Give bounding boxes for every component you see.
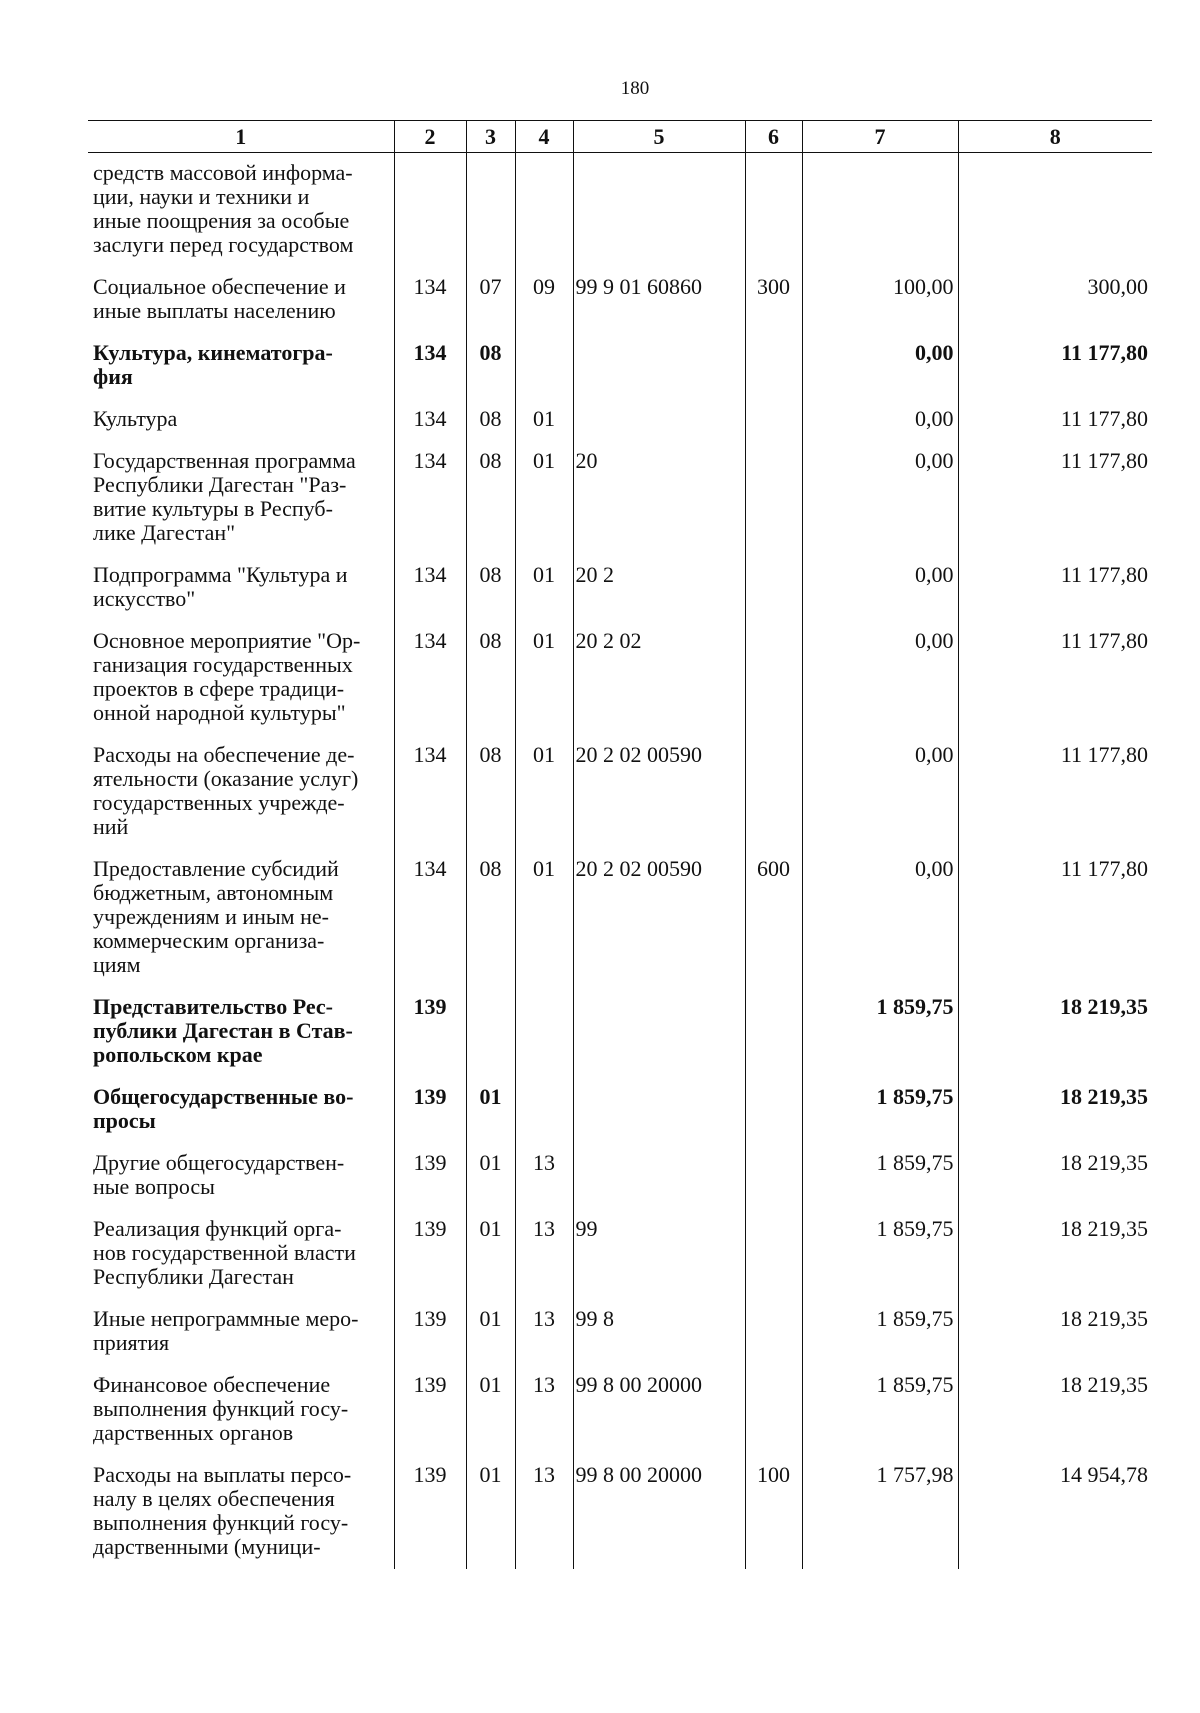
target-article-cell: 20 2 02 00590 — [573, 857, 745, 995]
chapter-cell: 01 — [515, 563, 573, 629]
expense-type-cell — [745, 563, 802, 629]
column-header: 2 — [394, 121, 466, 153]
amount-col7-cell: 0,00 — [802, 341, 958, 407]
row-name-cell: Расходы на выплаты персо- налу в целях обеспечения выполнения функций госу- дарственными (муници- — [93, 1462, 352, 1559]
section-code-cell: 139 — [394, 1307, 466, 1373]
amount-col7-cell — [802, 153, 958, 276]
chapter-cell — [515, 153, 573, 276]
table-row — [88, 449, 1152, 563]
section-code-cell: 139 — [394, 995, 466, 1085]
table-row — [88, 1373, 1152, 1463]
amount-col8-cell: 11 177,80 — [958, 743, 1152, 857]
target-article-cell: 99 9 01 60860 — [573, 275, 745, 341]
table-row — [88, 629, 1152, 743]
amount-col7-cell: 0,00 — [802, 449, 958, 563]
table-row — [88, 1151, 1152, 1217]
subsection-cell: 08 — [466, 629, 515, 743]
budget-table — [88, 120, 1152, 1569]
section-code-cell: 134 — [394, 857, 466, 995]
page-number: 180 — [620, 78, 650, 99]
amount-col8-cell: 11 177,80 — [958, 407, 1152, 449]
subsection-cell: 01 — [466, 1217, 515, 1307]
target-article-cell — [573, 341, 745, 407]
chapter-cell: 09 — [515, 275, 573, 341]
subsection-cell: 08 — [466, 563, 515, 629]
amount-col7-cell: 0,00 — [802, 857, 958, 995]
subsection-cell: 01 — [466, 1307, 515, 1373]
chapter-cell: 01 — [515, 857, 573, 995]
target-article-cell: 99 8 — [573, 1307, 745, 1373]
table-row — [88, 995, 1152, 1085]
row-name-cell: Основное мероприятие "Ор- ганизация государственных проектов в сфере традици- онной народной культуры" — [93, 628, 361, 725]
target-article-cell: 20 2 — [573, 563, 745, 629]
amount-col8-cell: 14 954,78 — [958, 1463, 1152, 1569]
row-name-cell: Расходы на обеспечение де- ятельности (оказание услуг) государственных учрежде- ний — [93, 742, 359, 839]
table-row — [88, 341, 1152, 407]
amount-col7-cell: 1 859,75 — [802, 995, 958, 1085]
amount-col8-cell — [958, 153, 1152, 276]
amount-col8-cell: 18 219,35 — [958, 1307, 1152, 1373]
expense-type-cell — [745, 449, 802, 563]
expense-type-cell — [745, 995, 802, 1085]
expense-type-cell — [745, 1373, 802, 1463]
section-code-cell: 139 — [394, 1151, 466, 1217]
chapter-cell: 01 — [515, 743, 573, 857]
row-name-cell: Реализация функций орга- нов государственной власти Республики Дагестан — [93, 1216, 356, 1289]
chapter-cell: 13 — [515, 1151, 573, 1217]
row-name-cell: Иные непрограммные меро- приятия — [93, 1306, 359, 1355]
row-name-cell: средств массовой информа- ции, науки и техники и иные поощрения за особые заслуги перед государством — [93, 160, 354, 257]
amount-col8-cell: 11 177,80 — [958, 857, 1152, 995]
row-name-cell: Представительство Рес- публики Дагестан в Став- ропольском крае — [93, 994, 353, 1067]
amount-col8-cell: 11 177,80 — [958, 563, 1152, 629]
section-code-cell: 134 — [394, 449, 466, 563]
amount-col7-cell: 100,00 — [802, 275, 958, 341]
target-article-cell — [573, 153, 745, 276]
table-row — [88, 857, 1152, 995]
expense-type-cell — [745, 629, 802, 743]
row-name-cell: Социальное обеспечение и иные выплаты населению — [93, 274, 346, 323]
target-article-cell: 99 — [573, 1217, 745, 1307]
amount-col7-cell: 1 859,75 — [802, 1217, 958, 1307]
row-name-cell: Другие общегосударствен- ные вопросы — [93, 1150, 345, 1199]
chapter-cell: 01 — [515, 407, 573, 449]
amount-col8-cell: 18 219,35 — [958, 1151, 1152, 1217]
table-row — [88, 275, 1152, 341]
amount-col8-cell: 18 219,35 — [958, 1085, 1152, 1151]
target-article-cell: 99 8 00 20000 — [573, 1373, 745, 1463]
expense-type-cell — [745, 743, 802, 857]
row-name-cell: Предоставление субсидий бюджетным, автономным учреждениям и иным не- коммерческим организа- циям — [93, 856, 339, 977]
row-name-cell: Подпрограмма "Культура и искусство" — [93, 562, 348, 611]
subsection-cell — [466, 995, 515, 1085]
expense-type-cell — [745, 1085, 802, 1151]
chapter-cell: 13 — [515, 1217, 573, 1307]
target-article-cell: 20 — [573, 449, 745, 563]
chapter-cell: 13 — [515, 1373, 573, 1463]
section-code-cell: 134 — [394, 563, 466, 629]
amount-col8-cell: 18 219,35 — [958, 995, 1152, 1085]
section-code-cell: 134 — [394, 743, 466, 857]
expense-type-cell: 600 — [745, 857, 802, 995]
amount-col7-cell: 0,00 — [802, 629, 958, 743]
amount-col8-cell: 300,00 — [958, 275, 1152, 341]
column-header: 1 — [88, 121, 394, 153]
amount-col8-cell: 11 177,80 — [958, 341, 1152, 407]
row-name-cell: Культура — [93, 406, 178, 431]
target-article-cell — [573, 1151, 745, 1217]
target-article-cell — [573, 995, 745, 1085]
row-name-cell: Государственная программа Республики Дагестан "Раз- витие культуры в Респуб- лике Дагестан" — [93, 448, 356, 545]
amount-col8-cell: 18 219,35 — [958, 1373, 1152, 1463]
chapter-cell: 01 — [515, 629, 573, 743]
section-code-cell: 134 — [394, 341, 466, 407]
amount-col7-cell: 1 859,75 — [802, 1151, 958, 1217]
subsection-cell — [466, 153, 515, 276]
chapter-cell — [515, 1085, 573, 1151]
expense-type-cell — [745, 153, 802, 276]
amount-col8-cell: 11 177,80 — [958, 449, 1152, 563]
column-header: 8 — [958, 121, 1152, 153]
table-header-row — [88, 121, 1152, 153]
table-row — [88, 1217, 1152, 1307]
table-row — [88, 407, 1152, 449]
row-name-cell: Общегосударственные во- просы — [93, 1084, 354, 1133]
row-name-cell: Культура, кинематогра- фия — [93, 340, 333, 389]
expense-type-cell — [745, 1151, 802, 1217]
chapter-cell — [515, 341, 573, 407]
section-code-cell: 134 — [394, 275, 466, 341]
subsection-cell: 08 — [466, 743, 515, 857]
chapter-cell: 01 — [515, 449, 573, 563]
subsection-cell: 01 — [466, 1151, 515, 1217]
amount-col7-cell: 1 859,75 — [802, 1085, 958, 1151]
table-row — [88, 1085, 1152, 1151]
table-row — [88, 1307, 1152, 1373]
section-code-cell: 139 — [394, 1085, 466, 1151]
expense-type-cell — [745, 341, 802, 407]
table-row — [88, 1463, 1152, 1569]
row-name-cell: Финансовое обеспечение выполнения функций госу- дарственных органов — [93, 1372, 349, 1445]
chapter-cell — [515, 995, 573, 1085]
amount-col7-cell: 0,00 — [802, 743, 958, 857]
subsection-cell: 01 — [466, 1373, 515, 1463]
subsection-cell: 08 — [466, 341, 515, 407]
amount-col7-cell: 0,00 — [802, 563, 958, 629]
budget-table-wrapper — [88, 120, 1152, 1569]
amount-col7-cell: 1 859,75 — [802, 1307, 958, 1373]
section-code-cell: 139 — [394, 1373, 466, 1463]
expense-type-cell — [745, 1307, 802, 1373]
amount-col8-cell: 18 219,35 — [958, 1217, 1152, 1307]
column-header: 7 — [802, 121, 958, 153]
expense-type-cell: 300 — [745, 275, 802, 341]
target-article-cell: 20 2 02 — [573, 629, 745, 743]
section-code-cell: 134 — [394, 407, 466, 449]
chapter-cell: 13 — [515, 1463, 573, 1569]
expense-type-cell: 100 — [745, 1463, 802, 1569]
section-code-cell: 139 — [394, 1217, 466, 1307]
table-body — [88, 153, 1152, 1570]
target-article-cell — [573, 407, 745, 449]
table-row — [88, 743, 1152, 857]
subsection-cell: 08 — [466, 449, 515, 563]
column-header: 6 — [745, 121, 802, 153]
section-code-cell: 139 — [394, 1463, 466, 1569]
amount-col7-cell: 0,00 — [802, 407, 958, 449]
section-code-cell — [394, 153, 466, 276]
target-article-cell: 20 2 02 00590 — [573, 743, 745, 857]
chapter-cell: 13 — [515, 1307, 573, 1373]
subsection-cell: 08 — [466, 857, 515, 995]
subsection-cell: 01 — [466, 1463, 515, 1569]
section-code-cell: 134 — [394, 629, 466, 743]
amount-col7-cell: 1 859,75 — [802, 1373, 958, 1463]
amount-col7-cell: 1 757,98 — [802, 1463, 958, 1569]
subsection-cell: 07 — [466, 275, 515, 341]
table-row — [88, 153, 1152, 276]
column-header: 5 — [573, 121, 745, 153]
amount-col8-cell: 11 177,80 — [958, 629, 1152, 743]
target-article-cell: 99 8 00 20000 — [573, 1463, 745, 1569]
expense-type-cell — [745, 407, 802, 449]
subsection-cell: 01 — [466, 1085, 515, 1151]
subsection-cell: 08 — [466, 407, 515, 449]
column-header: 4 — [515, 121, 573, 153]
expense-type-cell — [745, 1217, 802, 1307]
column-header: 3 — [466, 121, 515, 153]
target-article-cell — [573, 1085, 745, 1151]
table-row — [88, 563, 1152, 629]
